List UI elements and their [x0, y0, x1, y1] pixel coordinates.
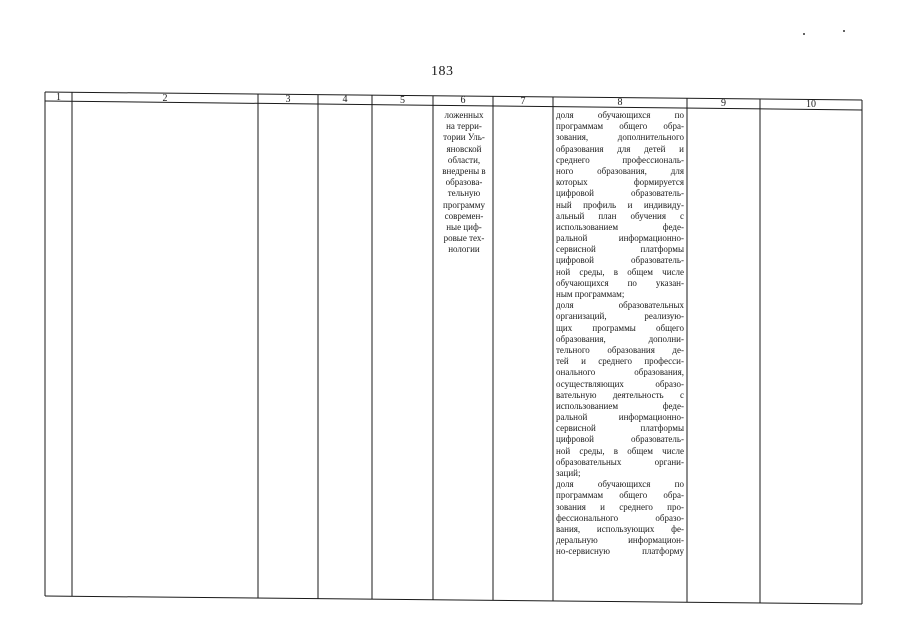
cell-col8-line: сервисной платформы: [556, 423, 684, 434]
cell-col8-line: обучающихся по указан-: [556, 277, 684, 288]
cell-col8-line: которых формируется: [556, 177, 684, 188]
cell-col8-line: ной среды, в общем числе: [556, 445, 684, 456]
cell-col8-line: ной среды, в общем числе: [556, 266, 684, 277]
column-header-2: 2: [162, 93, 168, 104]
cell-col8-line: цифровой образователь-: [556, 188, 684, 199]
cell-col8-line: ного образования, для: [556, 165, 684, 176]
cell-col8-line: щих программы общего: [556, 322, 684, 333]
cell-col8-line: образовательных органи-: [556, 456, 684, 467]
cell-col6-line: современ-: [444, 210, 484, 221]
cell-col8-line: тей и среднего професси-: [556, 356, 684, 367]
cell-col6-line: нологии: [448, 244, 480, 255]
cell-col8-line: онального образования,: [556, 367, 684, 378]
cell-col8-line: доля обучающихся по: [556, 479, 684, 490]
cell-col8-line: программам общего обра-: [556, 121, 684, 132]
cell-col6-line: ные циф-: [446, 222, 482, 233]
cell-col8-line: среднего профессиональ-: [556, 154, 684, 165]
cell-col6-line: на терри-: [446, 121, 482, 132]
cell-col6-line: образова-: [445, 177, 483, 188]
column-header-5: 5: [400, 95, 405, 106]
cell-col8-line: ральной информационно-: [556, 412, 684, 423]
cell-col6-line: области,: [447, 154, 481, 165]
scan-speck: [843, 30, 845, 32]
cell-col8-line: фессионального образо-: [556, 512, 684, 523]
cell-col8-line: ным программам;: [556, 289, 625, 299]
cell-col8-line: цифровой образователь-: [556, 255, 684, 266]
cell-col8-line: зования и среднего про-: [556, 501, 684, 512]
column-header-7: 7: [520, 96, 526, 107]
cell-col8-line: образования для детей и: [556, 143, 684, 154]
cell-col8-line: но-сервисную платформу: [556, 546, 684, 557]
column-header-6: 6: [460, 95, 466, 106]
cell-col8: [556, 110, 684, 558]
scan-speck: [803, 33, 805, 35]
column-header-8: 8: [617, 97, 623, 108]
cell-col6-line: яновской: [446, 143, 482, 154]
cell-col8-line: доля обучающихся по: [556, 110, 684, 120]
cell-col8-line: зования, дополнительного: [556, 132, 684, 143]
cell-col8-line: заций;: [556, 468, 581, 478]
cell-col6-line: ровые тех-: [443, 233, 485, 244]
cell-col8-line: деральную информацион-: [556, 535, 684, 546]
cell-col8-line: осуществляющих образо-: [556, 378, 684, 389]
column-header-10: 10: [806, 99, 816, 110]
cell-col8-line: доля образовательных: [556, 300, 684, 311]
cell-col8-line: организаций, реализую-: [556, 311, 684, 322]
cell-col6-line: ложенных: [444, 110, 484, 120]
cell-col8-line: ный профиль и индивиду-: [556, 199, 684, 210]
cell-col6-line: тории Уль-: [443, 132, 485, 143]
cell-col8-line: ральной информационно-: [556, 233, 684, 244]
page-number: 183: [431, 64, 454, 79]
cell-col8-line: тельного образования де-: [556, 344, 684, 355]
cell-col6: [436, 110, 492, 256]
cell-col8-line: сервисной платформы: [556, 244, 684, 255]
cell-col8-line: программам общего обра-: [556, 490, 684, 501]
cell-col6-line: внедрены в: [442, 166, 486, 177]
column-header-9: 9: [721, 98, 726, 109]
cell-col8-line: альный план обучения с: [556, 210, 684, 221]
column-header-3: 3: [285, 94, 291, 105]
column-header-4: 4: [342, 94, 348, 105]
column-header-1: 1: [56, 92, 61, 103]
cell-col6-line: программу: [443, 199, 485, 210]
cell-col8-line: цифровой образователь-: [556, 434, 684, 445]
cell-col8-line: образования, дополни-: [556, 333, 684, 344]
cell-col6-line: тельную: [447, 188, 481, 199]
cell-col8-line: использованием феде-: [556, 221, 684, 232]
cell-col8-line: вания, использующих фе-: [556, 523, 684, 534]
cell-col8-line: вательную деятельность с: [556, 389, 684, 400]
cell-col8-line: использованием феде-: [556, 400, 684, 411]
